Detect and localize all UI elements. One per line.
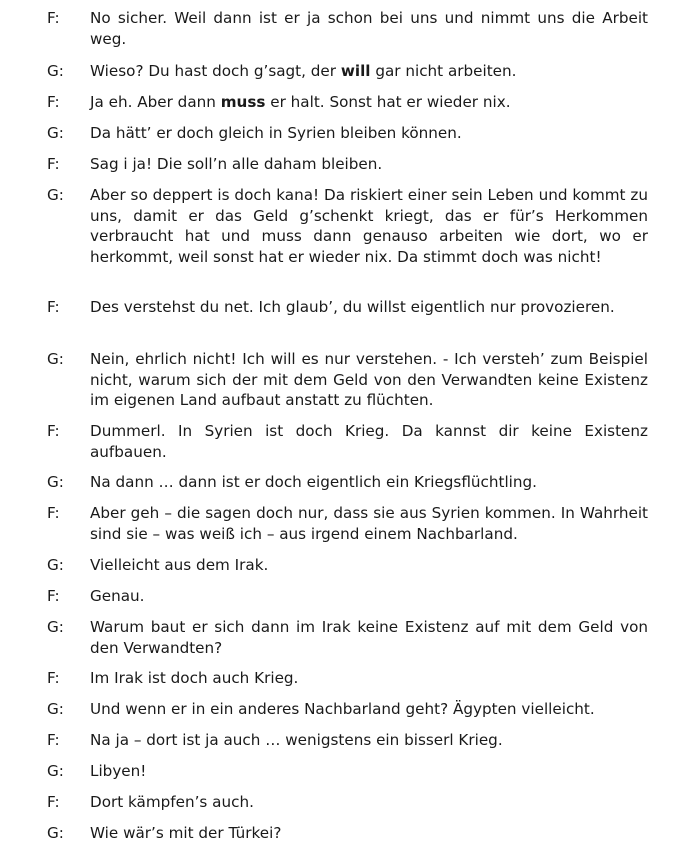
emphasis-text: will xyxy=(340,62,371,80)
text-segment: Dort kämpfen’s auch. xyxy=(90,793,254,811)
text-segment: Na ja – dort ist ja auch … wenigstens ein bisserl Krieg. xyxy=(90,731,503,749)
text-segment: Dummerl. In Syrien ist doch Krieg. Da kannst dir keine Existenz aufbauen. xyxy=(90,422,648,461)
text-segment: Vielleicht aus dem Irak. xyxy=(90,556,269,574)
dialogue-text xyxy=(90,421,648,462)
dialogue-text xyxy=(90,668,648,689)
text-segment: Wie wär’s mit der Türkei? xyxy=(90,824,282,842)
speaker-label: F: xyxy=(47,504,60,522)
speaker-label: G: xyxy=(47,350,64,368)
speaker-label: G: xyxy=(47,700,64,718)
text-segment: Sag i ja! Die soll’n alle daham bleiben. xyxy=(90,155,383,173)
speaker-label: F: xyxy=(47,9,60,27)
dialogue-text xyxy=(90,823,648,844)
speaker-label: G: xyxy=(47,618,64,636)
text-segment: Warum baut er sich dann im Irak keine Existenz auf mit dem Geld von den Verwandten? xyxy=(90,618,648,657)
speaker-label: G: xyxy=(47,473,64,491)
dialogue-text xyxy=(90,761,648,782)
speaker-label: G: xyxy=(47,762,64,780)
dialogue-text xyxy=(90,185,648,267)
text-segment: er halt. Sonst hat er wieder nix. xyxy=(265,93,511,111)
speaker-label: F: xyxy=(47,298,60,316)
dialogue-text xyxy=(90,123,648,144)
dialogue-text xyxy=(90,8,648,49)
speaker-label: F: xyxy=(47,669,60,687)
dialogue-text xyxy=(90,472,648,493)
speaker-label: F: xyxy=(47,422,60,440)
dialogue-text xyxy=(90,92,648,113)
speaker-label: F: xyxy=(47,793,60,811)
emphasis-text: muss xyxy=(220,93,266,111)
dialogue-text xyxy=(90,792,648,813)
text-segment: Na dann … dann ist er doch eigentlich ein Kriegsflüchtling. xyxy=(90,473,537,491)
dialogue-text xyxy=(90,730,648,751)
dialogue-text xyxy=(90,297,648,318)
text-segment: Aber so deppert is doch kana! Da riskiert einer sein Leben und kommt zu uns, damit er das Geld g’schenkt kriegt, das er für’s Herkommen verbraucht hat und muss dann genauso arbeiten wie dort, wo er herkommt, weil sonst hat er wieder nix. Da stimmt doch was nicht! xyxy=(90,186,648,266)
dialogue-text xyxy=(90,555,648,576)
text-segment: Libyen! xyxy=(90,762,147,780)
dialogue-text xyxy=(90,349,648,411)
speaker-label: G: xyxy=(47,62,64,80)
speaker-label: G: xyxy=(47,556,64,574)
speaker-label: F: xyxy=(47,587,60,605)
dialogue-text xyxy=(90,154,648,175)
speaker-label: F: xyxy=(47,731,60,749)
dialogue-text xyxy=(90,699,648,720)
dialogue-text xyxy=(90,617,648,658)
speaker-label: G: xyxy=(47,824,64,842)
dialogue-text xyxy=(90,586,648,607)
speaker-label: F: xyxy=(47,93,60,111)
text-segment: Aber geh – die sagen doch nur, dass sie aus Syrien kommen. In Wahrheit sind sie – was weiß ich – aus irgend einem Nachbarland. xyxy=(90,504,648,543)
speaker-label: F: xyxy=(47,155,60,173)
dialogue-text xyxy=(90,503,648,544)
speaker-label: G: xyxy=(47,186,64,204)
text-segment: Und wenn er in ein anderes Nachbarland geht? Ägypten vielleicht. xyxy=(90,700,595,718)
text-segment: gar nicht arbeiten. xyxy=(370,62,517,80)
text-segment: No sicher. Weil dann ist er ja schon bei uns und nimmt uns die Arbeit weg. xyxy=(90,9,648,48)
dialogue-text xyxy=(90,61,648,82)
text-segment: Ja eh. Aber dann xyxy=(90,93,221,111)
text-segment: Da hätt’ er doch gleich in Syrien bleiben können. xyxy=(90,124,462,142)
text-segment: Genau. xyxy=(90,587,145,605)
text-segment: Im Irak ist doch auch Krieg. xyxy=(90,669,299,687)
text-segment: Nein, ehrlich nicht! Ich will es nur verstehen. - Ich versteh’ zum Beispiel nicht, warum sich der mit dem Geld von den Verwandten keine Existenz im eigenen Land aufbaut anstatt zu flüchten. xyxy=(90,350,648,409)
speaker-label: G: xyxy=(47,124,64,142)
text-segment: Des verstehst du net. Ich glaub’, du willst eigentlich nur provozieren. xyxy=(90,298,615,316)
text-segment: Wieso? Du hast doch g’sagt, der xyxy=(90,62,341,80)
